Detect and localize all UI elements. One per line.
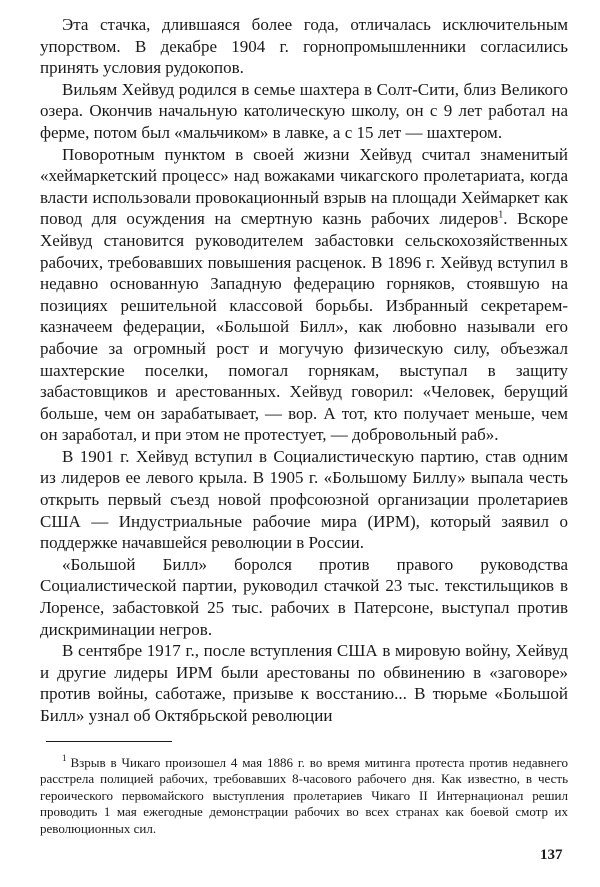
paragraph-5: «Большой Билл» боролся против правого руководства Социалистической партии, руководил стачкой 23 тыс. текстильщиков в Лоренсе, забастовкой 25 тыс. рабочих в Патерсоне, выступал против дискриминации негров. — [40, 554, 568, 639]
footnote-text: Взрыв в Чикаго произошел 4 мая 1886 г. во время митинга протеста против недавнего расстрела полицией рабочих, требовавших 8-часового рабочего дня. Как известно, в честь героического первомайского выступления пролетариев Чикаго II Интернационал решил проводить 1 мая ежегодные демонстрации рабочих во всех странах как боевой смотр их революционных сил. — [40, 754, 568, 836]
paragraph-3 — [40, 144, 568, 446]
footnote-text-block — [40, 755, 568, 838]
paragraph-3-part-2: . Вскоре Хейвуд становится руководителем забастовки сельскохозяйственных рабочих, требовавших повышения расценок. В 1896 г. Хейвуд вступил в недавно основанную Западную федерацию горняков, стоявшую на позициях решительной классовой борьбы. Избранный секретарем-казначеем федерации, «Большой Билл», как любовно называли его рабочие за огромный рост и могучую физическую силу, объезжал шахтерские поселки, помогал горнякам, выступал в защиту забастовщиков и арестованных. Хейвуд говорил: «Человек, берущий больше, чем он зарабатывает, — вор. А тот, кто получает меньше, чем он заработал, и при этом не протестует, — добровольный раб». — [40, 209, 568, 445]
paragraph-4: В 1901 г. Хейвуд вступил в Социалистическую партию, став одним из лидеров ее левого крыла. В 1905 г. «Большому Биллу» выпала честь открыть первый съезд новой профсоюзной организации пролетариев США — Индустриальные рабочие мира (ИРМ), который заявил о поддержке начавшейся революции в России. — [40, 446, 568, 553]
footnote-reference: 1 — [498, 209, 504, 221]
paragraph-6: В сентябре 1917 г., после вступления США в мировую войну, Хейвуд и другие лидеры ИРМ были арестованы по обвинению в «заговоре» против войны, саботаже, призыве к восстанию... В тюрьме «Большой Билл» узнал об Октябрьской революции — [40, 641, 568, 725]
footnote — [40, 755, 568, 838]
footnote-mark: 1 — [62, 753, 67, 764]
page-number: 137 — [540, 847, 563, 863]
footnote-divider — [46, 741, 172, 742]
page-content — [40, 14, 568, 838]
main-text — [40, 14, 568, 727]
paragraph-3-part-1: Поворотным пунктом в своей жизни Хейвуд считал знаменитый «хеймаркетский процесс» над вожаками чикагского пролетариата, когда власти использовали провокационный взрыв на площади Хеймаркет как повод для осуждения на смертную казнь рабочих лидеров — [40, 144, 568, 229]
paragraph-2: Вильям Хейвуд родился в семье шахтера в Солт-Сити, близ Великого озера. Окончив начальную католическую школу, он с 9 лет работал на ферме, потом был «мальчиком» в лавке, а с 15 лет — шахтером. — [40, 79, 568, 142]
paragraph-1: Эта стачка, длившаяся более года, отличалась исключительным упорством. В декабре 1904 г. горнопромышленники согласились принять условия рудокопов. — [40, 15, 568, 78]
